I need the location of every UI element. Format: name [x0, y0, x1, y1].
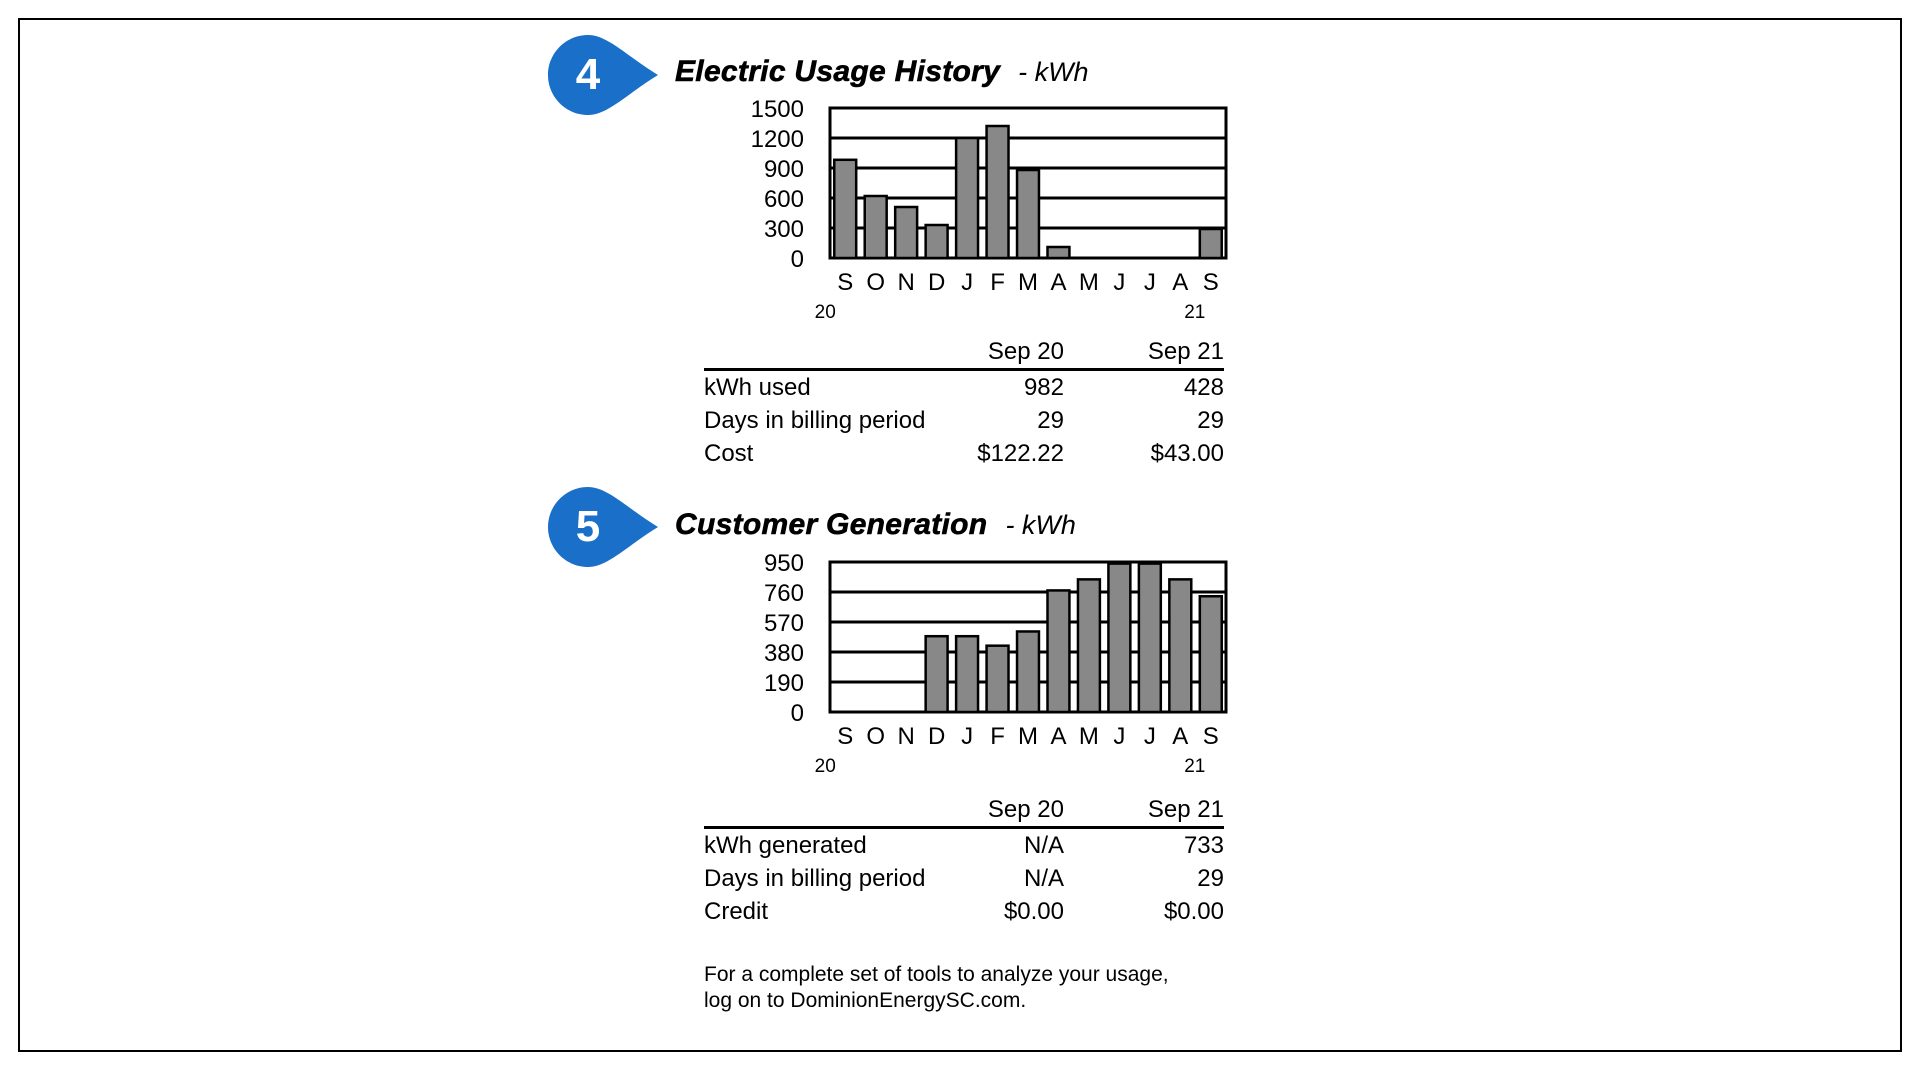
generation-year-label-start: 20	[814, 756, 836, 777]
usage-ytick-label: 1500	[750, 96, 804, 123]
generation-xtick-label: S	[1202, 723, 1219, 750]
usage-xtick-label: M	[1018, 269, 1038, 296]
row-value-sep20: N/A	[1023, 864, 1064, 892]
section-4-number: 4	[575, 50, 601, 99]
row-label: Credit	[704, 897, 769, 925]
generation-ytick-label: 570	[763, 610, 804, 637]
row-value-sep20: $122.22	[977, 439, 1064, 467]
generation-bar	[926, 636, 948, 712]
generation-xtick-label: D	[927, 723, 946, 750]
generation-xtick-label: A	[1050, 723, 1067, 750]
row-value-sep20: 29	[1037, 406, 1064, 434]
usage-title: Electric Usage History	[675, 55, 1001, 88]
row-value-sep21: $0.00	[1163, 897, 1224, 925]
usage-ytick-label: 600	[763, 186, 804, 213]
generation-header-label	[704, 796, 954, 828]
generation-ytick-label: 760	[763, 580, 804, 607]
generation-xtick-label: J	[1143, 723, 1156, 750]
generation-table-header	[704, 796, 1224, 828]
generation-header-sep20: Sep 20	[954, 796, 1064, 828]
generation-bar	[1078, 579, 1100, 712]
generation-xtick-label: M	[1018, 723, 1038, 750]
row-value-sep21: 428	[1183, 373, 1224, 401]
usage-header-sep21: Sep 21	[1064, 338, 1224, 370]
generation-bar	[1108, 564, 1130, 712]
footer-note	[704, 962, 1169, 1014]
generation-bar	[1017, 631, 1039, 712]
row-value-sep20: $0.00	[1003, 897, 1064, 925]
usage-ytick-label: 300	[763, 216, 804, 243]
table-row	[704, 895, 1224, 928]
table-row	[704, 862, 1224, 895]
row-value-sep21: 29	[1197, 864, 1224, 892]
generation-xtick-label: J	[961, 723, 974, 750]
row-value-sep21: 29	[1197, 406, 1224, 434]
generation-xtick-label: F	[990, 723, 1005, 750]
generation-ytick-label: 950	[763, 550, 804, 577]
usage-xtick-label: S	[1202, 269, 1219, 296]
row-label: Days in billing period	[704, 864, 926, 892]
row-label: kWh used	[704, 373, 811, 401]
row-value-sep21: 733	[1183, 831, 1224, 859]
generation-ytick-label: 0	[790, 700, 804, 727]
row-label: Cost	[704, 439, 754, 467]
usage-xtick-label: A	[1050, 269, 1067, 296]
usage-xtick-label: J	[1143, 269, 1156, 296]
usage-xtick-label: A	[1172, 269, 1189, 296]
generation-xtick-label: N	[897, 723, 915, 750]
generation-xtick-label: J	[1113, 723, 1126, 750]
usage-year-label-end: 21	[1184, 302, 1206, 323]
usage-header-sep20: Sep 20	[954, 338, 1064, 370]
generation-bar	[1139, 564, 1161, 712]
usage-xtick-label: J	[961, 269, 974, 296]
usage-year-label-start: 20	[814, 302, 836, 323]
generation-xtick-label: S	[837, 723, 854, 750]
usage-xtick-label: M	[1078, 269, 1099, 296]
generation-bar	[1169, 579, 1191, 712]
usage-xtick-label: S	[837, 269, 854, 296]
section-5-number: 5	[575, 502, 601, 551]
row-value-sep21: $43.00	[1150, 439, 1224, 467]
usage-ytick-label: 0	[790, 246, 804, 273]
generation-year-label-end: 21	[1184, 756, 1206, 777]
generation-xtick-label: A	[1172, 723, 1189, 750]
usage-xtick-label: D	[927, 269, 946, 296]
generation-summary-table	[704, 796, 1224, 928]
generation-bar	[987, 646, 1009, 712]
generation-bar	[956, 636, 978, 712]
generation-ytick-label: 380	[763, 640, 804, 667]
generation-ytick-label: 190	[763, 670, 804, 697]
footer-line-1: For a complete set of tools to analyze your usage,	[704, 963, 1169, 986]
usage-xtick-label: F	[990, 269, 1005, 296]
usage-ytick-label: 900	[763, 156, 804, 183]
row-value-sep20: N/A	[1023, 831, 1064, 859]
footer-line-2: log on to DominionEnergySC.com.	[704, 989, 1027, 1012]
row-label: kWh generated	[704, 831, 867, 859]
usage-xtick-label: O	[866, 269, 886, 296]
usage-unit: - kWh	[1018, 57, 1089, 87]
generation-bar	[1200, 596, 1222, 712]
generation-xtick-label: O	[866, 723, 886, 750]
usage-ytick-label: 1200	[750, 126, 804, 153]
table-row	[704, 828, 1224, 863]
generation-unit: - kWh	[1005, 510, 1076, 540]
row-label: Days in billing period	[704, 406, 926, 434]
generation-xtick-label: M	[1078, 723, 1099, 750]
generation-bar	[1047, 590, 1069, 712]
row-value-sep20: 982	[1023, 373, 1064, 401]
usage-xtick-label: N	[897, 269, 915, 296]
generation-title: Customer Generation	[675, 508, 988, 541]
generation-header-sep21: Sep 21	[1064, 796, 1224, 828]
usage-xtick-label: J	[1113, 269, 1126, 296]
